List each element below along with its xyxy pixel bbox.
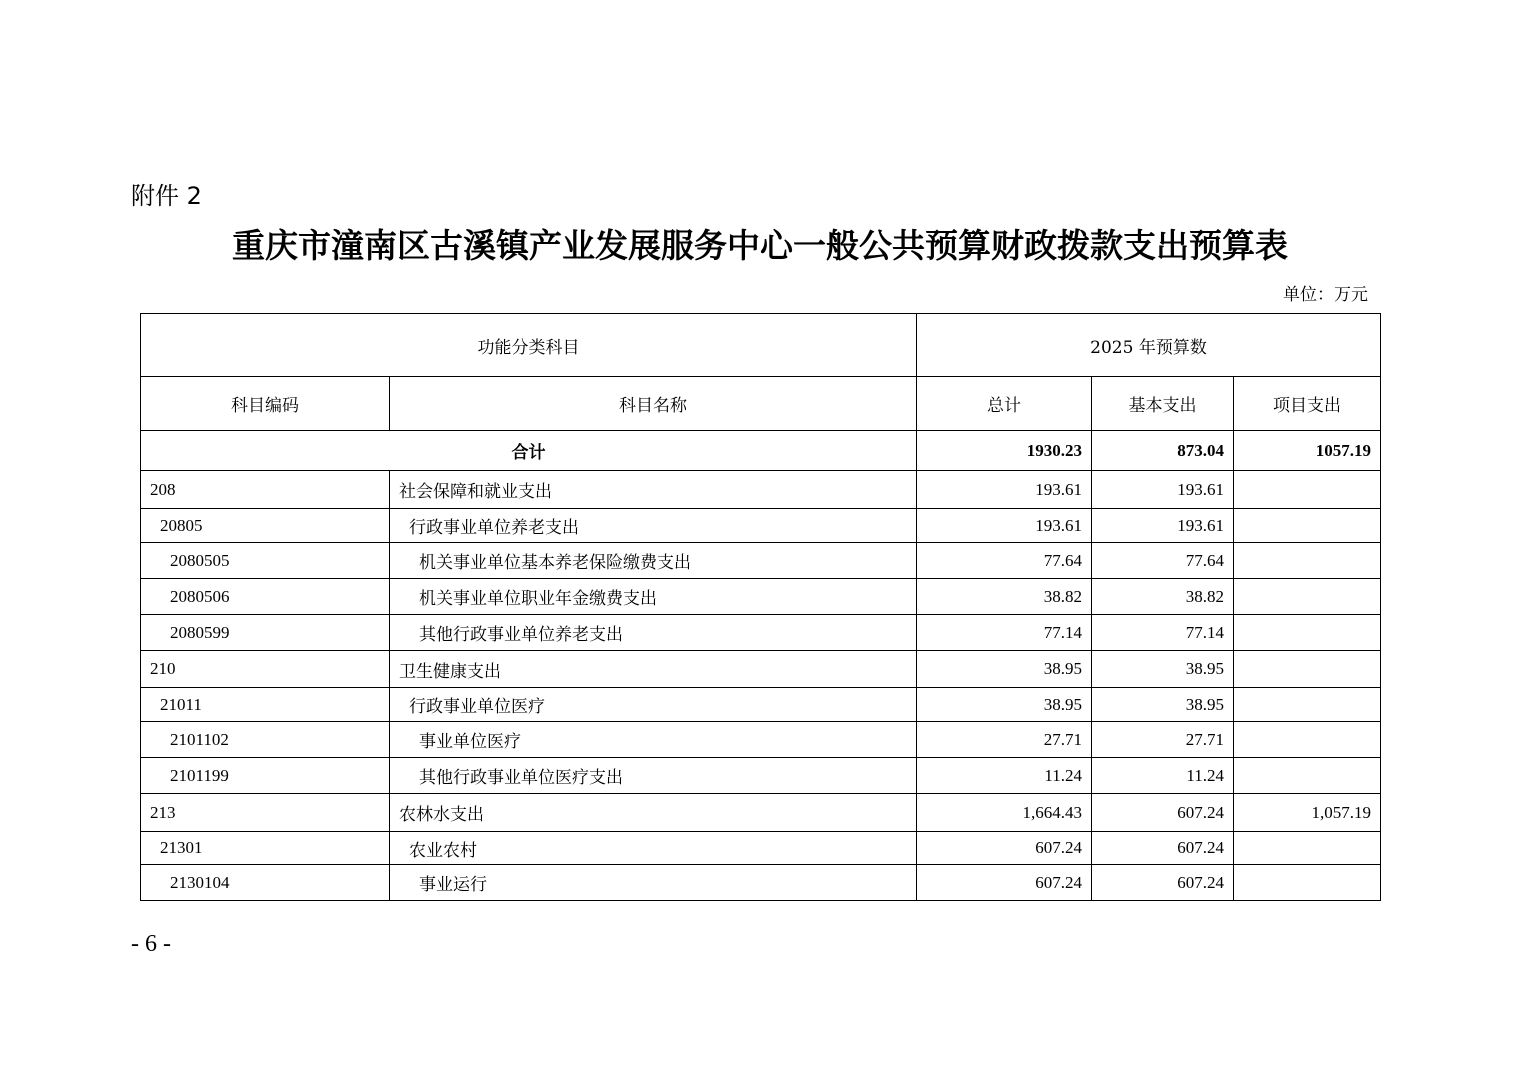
table-row [141,543,1381,579]
total-label: 合计 [141,431,917,471]
total-cell: 38.82 [917,579,1092,615]
table-row [141,722,1381,758]
basic-expenditure-cell: 77.14 [1092,615,1234,651]
basic-expenditure-cell: 27.71 [1092,722,1234,758]
total-cell: 607.24 [917,832,1092,865]
project-expenditure-cell: 1,057.19 [1234,794,1381,832]
basic-expenditure-cell: 11.24 [1092,758,1234,794]
table-row [141,651,1381,688]
basic-expenditure-cell: 38.82 [1092,579,1234,615]
project-expenditure-cell [1234,688,1381,722]
unit-label: 单位：万元 [1283,285,1368,305]
subject-code-cell: 213 [141,794,390,832]
total-cell: 77.14 [917,615,1092,651]
header-project-expenditure: 项目支出 [1234,377,1381,431]
project-expenditure-cell [1234,509,1381,543]
total-cell: 607.24 [917,865,1092,901]
header-group-row [141,314,1381,377]
subject-code-cell: 20805 [141,509,390,543]
header-total: 总计 [917,377,1092,431]
subject-code-cell: 21011 [141,688,390,722]
subject-name-cell: 农林水支出 [390,794,917,832]
total-cell: 77.64 [917,543,1092,579]
basic-expenditure-cell: 607.24 [1092,832,1234,865]
attachment-label: 附件 2 [131,182,202,210]
subject-code-cell: 2080506 [141,579,390,615]
table-row [141,509,1381,543]
subject-code-cell: 2101102 [141,722,390,758]
total-row [141,431,1381,471]
project-expenditure-cell [1234,471,1381,509]
subject-name-cell: 行政事业单位养老支出 [390,509,917,543]
subject-name-cell: 机关事业单位职业年金缴费支出 [390,579,917,615]
project-expenditure-cell [1234,722,1381,758]
subject-code-cell: 2080599 [141,615,390,651]
project-expenditure-cell [1234,543,1381,579]
basic-expenditure-cell: 607.24 [1092,794,1234,832]
subject-code-cell: 2080505 [141,543,390,579]
header-functional-classification: 功能分类科目 [141,314,917,377]
subject-code-cell: 208 [141,471,390,509]
basic-expenditure-cell: 38.95 [1092,651,1234,688]
project-expenditure-cell [1234,832,1381,865]
table-row [141,865,1381,901]
subject-code-cell: 210 [141,651,390,688]
project-expenditure-cell [1234,651,1381,688]
header-subject-name: 科目名称 [390,377,917,431]
total-basic-value: 873.04 [1092,431,1234,471]
total-cell: 27.71 [917,722,1092,758]
subject-name-cell: 农业农村 [390,832,917,865]
subject-code-cell: 21301 [141,832,390,865]
total-cell: 1,664.43 [917,794,1092,832]
table-row [141,758,1381,794]
basic-expenditure-cell: 77.64 [1092,543,1234,579]
header-columns-row [141,377,1381,431]
project-expenditure-cell [1234,579,1381,615]
table-row [141,615,1381,651]
header-basic-expenditure: 基本支出 [1092,377,1234,431]
total-cell: 11.24 [917,758,1092,794]
table-row [141,471,1381,509]
subject-name-cell: 社会保障和就业支出 [390,471,917,509]
basic-expenditure-cell: 193.61 [1092,471,1234,509]
budget-table [140,313,1381,901]
basic-expenditure-cell: 607.24 [1092,865,1234,901]
subject-name-cell: 机关事业单位基本养老保险缴费支出 [390,543,917,579]
subject-name-cell: 行政事业单位医疗 [390,688,917,722]
subject-code-cell: 2101199 [141,758,390,794]
basic-expenditure-cell: 38.95 [1092,688,1234,722]
total-total-value: 1930.23 [917,431,1092,471]
project-expenditure-cell [1234,758,1381,794]
header-budget-2025: 2025 年预算数 [917,314,1381,377]
project-expenditure-cell [1234,615,1381,651]
project-expenditure-cell [1234,865,1381,901]
total-cell: 193.61 [917,509,1092,543]
subject-name-cell: 事业运行 [390,865,917,901]
subject-name-cell: 事业单位医疗 [390,722,917,758]
table-row [141,794,1381,832]
table-row [141,688,1381,722]
subject-name-cell: 其他行政事业单位养老支出 [390,615,917,651]
total-project-value: 1057.19 [1234,431,1381,471]
subject-name-cell: 其他行政事业单位医疗支出 [390,758,917,794]
total-cell: 38.95 [917,688,1092,722]
total-cell: 38.95 [917,651,1092,688]
subject-name-cell: 卫生健康支出 [390,651,917,688]
page-number: - 6 - [131,931,171,957]
document-title: 重庆市潼南区古溪镇产业发展服务中心一般公共预算财政拨款支出预算表 [232,226,1288,265]
header-subject-code: 科目编码 [141,377,390,431]
basic-expenditure-cell: 193.61 [1092,509,1234,543]
table-row [141,832,1381,865]
table-row [141,579,1381,615]
subject-code-cell: 2130104 [141,865,390,901]
table-body [141,471,1381,901]
total-cell: 193.61 [917,471,1092,509]
